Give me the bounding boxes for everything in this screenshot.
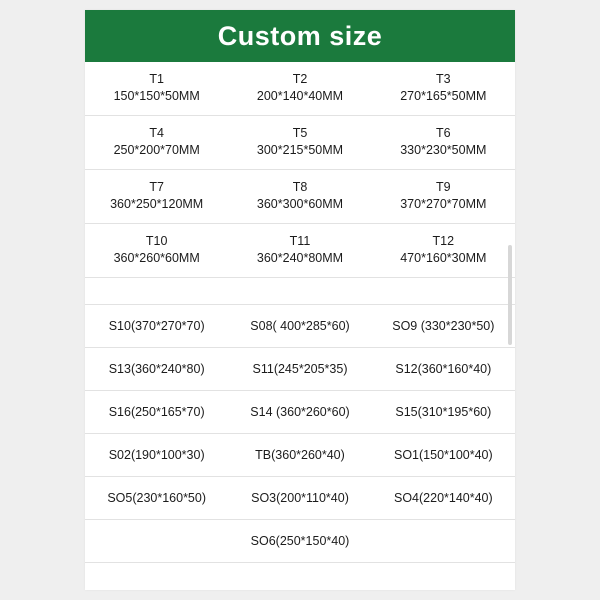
size-code: T5	[292, 126, 308, 140]
size-cell-s14: S14 (360*260*60)	[228, 391, 371, 434]
size-code: T8	[292, 180, 308, 194]
size-cell-s10: S10(370*270*70)	[85, 305, 228, 348]
page-title: Custom size	[217, 20, 383, 51]
size-chart-card	[85, 10, 515, 590]
size-cell-so3: SO3(200*110*40)	[228, 477, 371, 520]
size-cell-s12: S12(360*160*40)	[372, 348, 515, 391]
size-cell-t9	[372, 170, 515, 224]
size-cell-so6: SO6(250*150*40)	[85, 520, 515, 563]
size-cell-t1	[85, 62, 228, 116]
card-header	[85, 10, 515, 62]
size-cell-t6	[372, 116, 515, 170]
size-cell-s13: S13(360*240*80)	[85, 348, 228, 391]
custom-size-table-bottom	[85, 304, 515, 563]
size-cell-t2	[228, 62, 371, 116]
size-code: T10	[145, 234, 168, 248]
size-code: T6	[436, 126, 451, 140]
table-row	[85, 62, 515, 116]
size-cell-t7	[85, 170, 228, 224]
size-code: T2	[292, 72, 308, 86]
size-dimension: 200*140*40MM	[256, 89, 344, 103]
size-dimension: 470*160*30MM	[400, 251, 487, 265]
size-code: T1	[149, 72, 164, 86]
table-row	[85, 170, 515, 224]
size-cell-t5	[228, 116, 371, 170]
table-row	[85, 391, 515, 434]
size-code: T3	[436, 72, 451, 86]
table-row	[85, 116, 515, 170]
size-dimension: 360*260*60MM	[113, 251, 200, 265]
size-dimension: 360*300*60MM	[256, 197, 344, 211]
size-cell-s08: S08( 400*285*60)	[228, 305, 371, 348]
size-cell-so9: SO9 (330*230*50)	[372, 305, 515, 348]
table-row	[85, 348, 515, 391]
table-row	[85, 477, 515, 520]
table-row	[85, 434, 515, 477]
size-cell-t10	[85, 224, 228, 278]
size-dimension: 360*250*120MM	[110, 197, 204, 211]
size-cell-so4: SO4(220*140*40)	[372, 477, 515, 520]
size-cell-s16: S16(250*165*70)	[85, 391, 228, 434]
size-cell-s02: S02(190*100*30)	[85, 434, 228, 477]
size-code: T7	[149, 180, 164, 194]
size-dimension: 360*240*80MM	[256, 251, 344, 265]
size-code: T12	[432, 234, 455, 248]
size-cell-t11	[228, 224, 371, 278]
size-dimension: 370*270*70MM	[400, 197, 487, 211]
table-row	[85, 520, 515, 563]
size-cell-so1: SO1(150*100*40)	[372, 434, 515, 477]
size-cell-t3	[372, 62, 515, 116]
table-separator	[85, 278, 515, 304]
size-code: T4	[149, 126, 164, 140]
size-cell-s11: S11(245*205*35)	[228, 348, 371, 391]
size-dimension: 330*230*50MM	[400, 143, 487, 157]
size-cell-tb: TB(360*260*40)	[228, 434, 371, 477]
size-code: T9	[436, 180, 451, 194]
table-row	[85, 224, 515, 278]
size-cell-so5: SO5(230*160*50)	[85, 477, 228, 520]
custom-size-table-top	[85, 62, 515, 278]
size-cell-t4	[85, 116, 228, 170]
size-dimension: 250*200*70MM	[113, 143, 200, 157]
size-cell-t8	[228, 170, 371, 224]
size-code: T11	[289, 234, 311, 248]
size-dimension: 270*165*50MM	[400, 89, 487, 103]
table-row	[85, 305, 515, 348]
size-dimension: 150*150*50MM	[113, 89, 200, 103]
size-cell-t12	[372, 224, 515, 278]
size-dimension: 300*215*50MM	[256, 143, 344, 157]
scrollbar-thumb[interactable]	[508, 245, 512, 345]
size-cell-s15: S15(310*195*60)	[372, 391, 515, 434]
